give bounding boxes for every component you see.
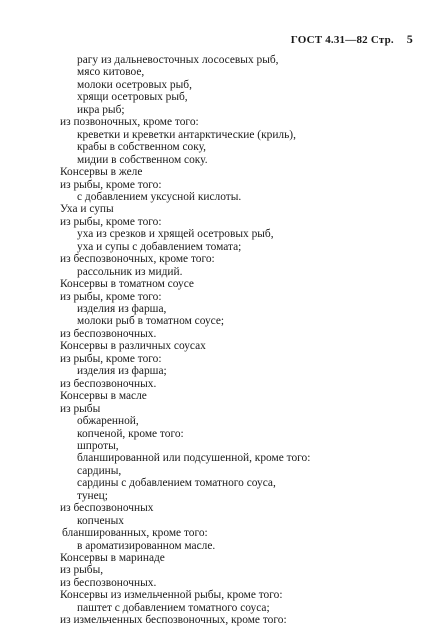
text-line: молоки осетровых рыб, [77,78,192,91]
text-line: креветки и креветки антарктические (криль), [77,128,296,141]
text-line: из рыбы, кроме того: [60,290,162,303]
text-line: из беспозвоночных, кроме того: [60,253,215,266]
text-line: рагу из дальневосточных лососевых рыб, [77,54,279,66]
text-line: изделия из фарша; [77,365,167,378]
page-number: 5 [406,32,413,46]
text-line: из позвоночных, кроме того: [60,116,199,129]
text-line: Консервы в маринаде [60,552,165,564]
text-line: Консервы в томатном соусе [60,278,194,291]
text-line: рассольник из мидий. [77,265,183,278]
text-line: из беспозвоночных. [60,377,157,390]
text-line: мясо китовое, [77,66,145,79]
text-line: изделия из фарша, [77,303,167,315]
text-line: из рыбы, кроме того: [60,215,162,228]
text-line: молоки рыб в томатном соусе; [77,315,225,328]
text-line: сардины с добавлением томатного соуса, [77,477,276,490]
standard-number: ГОСТ 4.31—82 [290,34,368,46]
text-line: уха и супы с добавлением томата; [77,240,242,253]
text-line: из рыбы, [60,564,104,577]
text-line: обжаренной, [77,415,139,428]
text-line: Консервы в масле [60,390,147,403]
text-line: Уха и супы [60,203,114,216]
text-line: уха из срезков и хрящей осетровых рыб, [77,228,274,241]
text-line: в ароматизированном масле. [77,539,216,552]
text-line: мидии в собственном соку. [77,153,208,166]
text-line: бланшированных, кроме того: [62,527,208,540]
text-line: бланшированной или подсушенной, кроме того: [77,452,311,465]
text-line: тунец; [77,489,108,502]
text-line: Консервы в различных соусах [60,340,206,353]
text-line: хрящи осетровых рыб, [77,91,188,104]
text-line: копченой, кроме того: [77,427,184,440]
text-line: из измельченных беспозвоночных, кроме того: [60,614,287,627]
text-line: из рыбы, кроме того: [60,178,162,191]
text-line: шпроты, [77,439,119,452]
text-line: икра рыб; [77,103,125,116]
text-line: из беспозвоночных. [60,327,157,340]
text-line: из беспозвоночных. [60,576,157,589]
text-line: Консервы из измельченной рыбы, кроме того: [60,589,283,602]
page-label: Стр. [370,34,394,46]
text-line: сардины, [77,464,122,477]
page-header [291,32,413,47]
text-line: крабы в собственном соку, [77,141,207,154]
text-line: из рыбы, кроме того: [60,352,162,365]
text-line: из беспозвоночных [60,502,154,515]
text-line: с добавлением уксусной кислоты. [77,190,242,203]
text-line: паштет с добавлением томатного соуса; [77,601,270,614]
text-line: из рыбы [60,402,101,415]
text-line: Консервы в желе [60,166,143,179]
text-line: копченых [77,514,124,527]
